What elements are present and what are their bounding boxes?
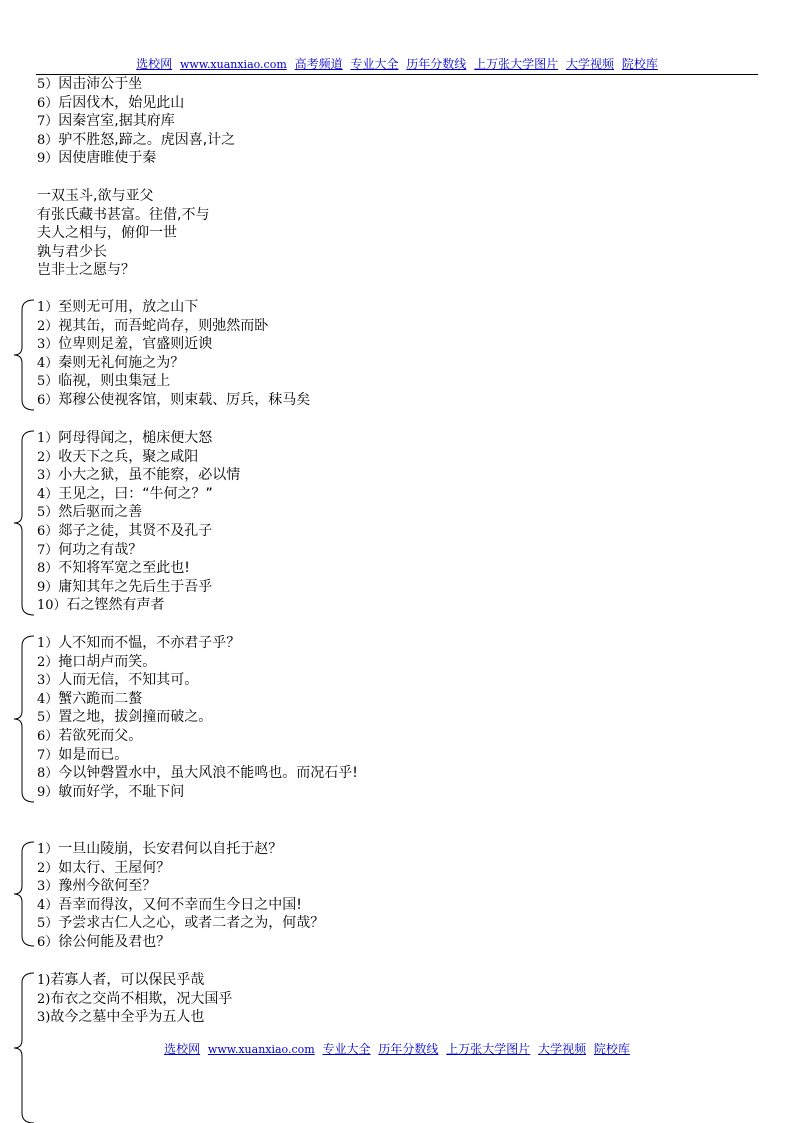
item-number: 9） [37, 784, 59, 800]
list-item [37, 578, 212, 598]
item-text: 因秦宫室,据其府库 [58, 113, 175, 130]
list-item [37, 372, 170, 392]
item-number: 1） [37, 300, 59, 315]
item-text: 一旦山陵崩，长安君何以自托于赵？ [58, 841, 283, 857]
header-link-photos[interactable]: 上万张大学图片 [474, 57, 559, 71]
list-item [37, 1008, 204, 1028]
item-text: 今以钟磬置水中，虽大风浪不能鸣也。而况石乎! [58, 765, 358, 782]
list-item [37, 559, 190, 579]
item-text: 郑穆公使视客馆，则束载、厉兵，秣马矣 [58, 392, 311, 408]
item-text: 如是而已。 [58, 746, 129, 763]
item-number: 6） [37, 524, 59, 539]
list-item [37, 354, 184, 374]
item-text: 豫州今欲何至？ [58, 878, 157, 895]
item-number: 2） [37, 860, 59, 876]
item-text: 予尝求古仁人之心，或者二者之为，何哉？ [58, 915, 325, 932]
item-number: 3） [37, 673, 59, 689]
list-item [37, 112, 175, 132]
item-number: 5） [37, 374, 59, 390]
list-item [37, 522, 212, 542]
item-text: 岂非士之愿与？ [37, 262, 135, 279]
page-footer [0, 1041, 794, 1058]
item-number: 4） [37, 486, 59, 502]
footer-link-xuanxiao[interactable]: 选校网 [164, 1042, 201, 1056]
item-number: 5） [37, 505, 59, 521]
item-text: 人而无信，不知其可。 [58, 672, 199, 689]
item-number: 6） [37, 935, 59, 950]
item-number: 7） [37, 114, 59, 130]
list-item [37, 391, 310, 411]
list-item [37, 727, 142, 747]
item-text: 王见之，曰：“牛何之？” [58, 485, 213, 502]
list-item [37, 485, 213, 505]
list-item [37, 859, 170, 879]
item-text: 郯子之徒，其贤不及孔子 [58, 523, 213, 539]
item-number: 3) [37, 1010, 51, 1026]
left-brace-icon [12, 842, 36, 946]
left-brace-icon [12, 636, 36, 802]
list-item [37, 896, 302, 916]
item-text: 徐公何能及君也？ [58, 934, 171, 950]
item-text: 阿母得闻之，槌床便大怒 [58, 430, 213, 446]
list-item [37, 503, 142, 523]
item-number: 5） [37, 77, 59, 92]
item-text: 位卑则足羞，官盛则近谀 [58, 336, 213, 353]
item-text: 夫人之相与，俯仰一世 [37, 225, 177, 242]
item-text: 若欲死而父。 [58, 728, 143, 744]
item-number: 2） [37, 318, 59, 334]
left-brace-icon [12, 431, 36, 615]
item-number: 4） [37, 355, 59, 371]
item-number: 4） [37, 897, 59, 913]
item-text: 孰与君少长 [37, 243, 107, 260]
list-item [37, 634, 240, 654]
item-text: 视其缶，而吾蛇尚存，则弛然而卧 [58, 317, 269, 334]
item-number: 1） [37, 431, 59, 446]
item-number: 4） [37, 691, 59, 707]
item-number: 3） [37, 337, 59, 353]
item-text: 故今之墓中全乎为五人也 [50, 1009, 205, 1026]
item-number: 6） [37, 393, 59, 408]
header-link-website[interactable]: www.xuanxiao.com [179, 58, 287, 71]
item-text: 后因伐木，始见此山 [58, 94, 185, 111]
list-item [37, 206, 209, 225]
item-text: 庸知其年之先后生于吾乎 [58, 578, 213, 595]
list-item [37, 783, 184, 803]
header-link-videos[interactable]: 大学视频 [565, 57, 614, 71]
item-text: 掩口胡卢而笑。 [58, 653, 157, 670]
item-number: 2) [37, 991, 51, 1007]
list-item [37, 261, 135, 280]
header-link-xuanxiao[interactable]: 选校网 [136, 57, 173, 71]
item-number: 9） [37, 151, 59, 167]
list-item [37, 75, 142, 95]
item-text: 因使唐睢使于秦 [58, 150, 157, 167]
item-number: 5） [37, 916, 59, 932]
list-item [37, 690, 142, 710]
item-text: 置之地，拔剑撞而破之。 [58, 709, 213, 726]
list-item [37, 448, 198, 468]
item-text: 不知将军宽之至此也! [58, 560, 190, 577]
item-number: 7） [37, 747, 59, 763]
item-number: 5） [37, 710, 59, 726]
list-item [37, 541, 142, 561]
item-text: 人不知而不愠，不亦君子乎？ [58, 635, 241, 651]
item-text: 因击沛公于坐 [58, 76, 143, 92]
item-text: 如太行、王屋何？ [58, 859, 171, 876]
item-number: 7） [37, 542, 59, 558]
list-item [37, 746, 128, 766]
list-item [37, 335, 212, 355]
list-item [37, 298, 198, 318]
list-item [37, 317, 268, 337]
list-item [37, 243, 107, 262]
item-text: 吾幸而得汝，又何不幸而生今日之中国! [58, 896, 302, 913]
header-link-gaokao[interactable]: 高考频道 [294, 57, 343, 71]
item-text: 秦则无礼何施之为？ [58, 354, 185, 371]
footer-link-website[interactable]: www.xuanxiao.com [207, 1043, 315, 1056]
footer-link-scores[interactable]: 历年分数线 [378, 1042, 439, 1056]
list-item [37, 877, 156, 897]
item-number: 3） [37, 468, 59, 484]
list-item [37, 653, 156, 673]
item-number: 1) [37, 973, 51, 988]
list-item [37, 94, 184, 114]
list-item [37, 131, 235, 151]
item-number: 6） [37, 729, 59, 744]
list-item [37, 149, 156, 169]
header-link-schools[interactable]: 院校库 [621, 57, 658, 71]
footer-link-majors[interactable]: 专业大全 [322, 1042, 371, 1056]
list-item [37, 933, 170, 953]
item-text: 蟹六跪而二螯 [58, 690, 143, 707]
item-text: 石之铿然有声者 [66, 597, 165, 614]
item-text: 临视，则虫集冠上 [58, 373, 171, 390]
footer-link-photos[interactable]: 上万张大学图片 [446, 1042, 531, 1056]
item-number: 8） [37, 766, 59, 782]
list-item [37, 671, 198, 691]
list-item [37, 914, 324, 934]
list-item [37, 990, 232, 1010]
list-item [37, 708, 212, 728]
left-brace-icon [12, 300, 36, 410]
item-number: 10） [37, 598, 67, 614]
item-number: 8） [37, 561, 59, 577]
list-item [37, 764, 358, 784]
item-text: 何功之有哉？ [58, 541, 143, 558]
header-link-majors[interactable]: 专业大全 [350, 57, 399, 71]
item-text: 小大之狱，虽不能察，必以情 [58, 467, 241, 484]
list-item [37, 596, 165, 616]
item-text: 若寡人者，可以保民乎哉 [50, 972, 205, 988]
item-text: 驴不胜怒,蹄之。虎因喜,计之 [58, 131, 236, 148]
list-item [37, 187, 153, 206]
item-number: 1） [37, 842, 59, 857]
list-item [37, 429, 212, 449]
item-text: 收天下之兵，聚之咸阳 [58, 448, 199, 465]
item-number: 6） [37, 95, 59, 111]
item-number: 2） [37, 449, 59, 465]
list-item [37, 466, 240, 486]
item-text: 有张氏藏书甚富。往借,不与 [37, 206, 210, 223]
item-text: 布衣之交尚不相欺，况大国乎 [50, 990, 233, 1007]
page-header [36, 56, 758, 75]
item-text: 然后驱而之善 [58, 504, 143, 521]
item-number: 8） [37, 132, 59, 148]
item-text: 一双玉斗,欲与亚父 [37, 188, 154, 204]
list-item [37, 224, 177, 243]
item-text: 至则无可用，放之山下 [58, 299, 199, 315]
item-number: 9） [37, 579, 59, 595]
footer-link-schools[interactable]: 院校库 [593, 1042, 630, 1056]
list-item [37, 971, 204, 991]
item-number: 2） [37, 654, 59, 670]
item-number: 1） [37, 636, 59, 651]
header-link-scores[interactable]: 历年分数线 [406, 57, 467, 71]
item-text: 敏而好学，不耻下问 [58, 783, 185, 800]
item-number: 3） [37, 879, 59, 895]
footer-link-videos[interactable]: 大学视频 [538, 1042, 587, 1056]
list-item [37, 840, 282, 860]
